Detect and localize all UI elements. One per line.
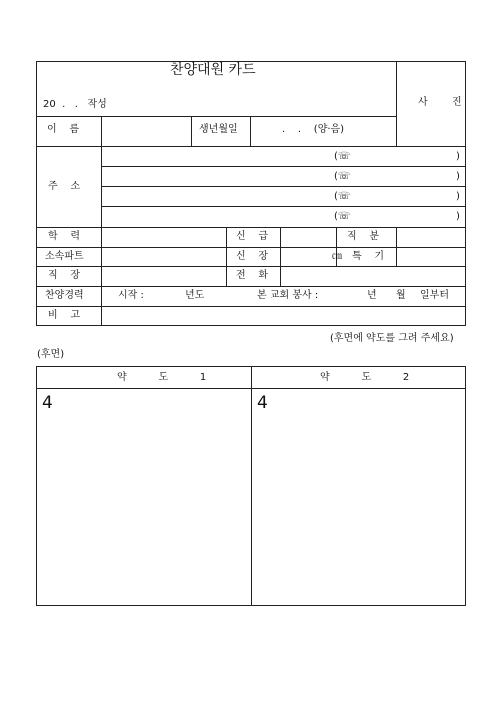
name-label: 이 름 bbox=[47, 124, 80, 135]
career-service: 본 교회 봉사 : bbox=[257, 290, 319, 301]
remark-field[interactable] bbox=[104, 309, 462, 324]
address-close-1: ) bbox=[456, 151, 460, 162]
map2-label: 약 도 2 bbox=[320, 372, 410, 383]
address-close-4: ) bbox=[456, 211, 460, 222]
name-field[interactable] bbox=[104, 119, 188, 143]
address-label: 주 소 bbox=[48, 181, 81, 192]
address-zip-3[interactable]: (☏ bbox=[334, 191, 351, 202]
position-label: 직 분 bbox=[347, 231, 380, 242]
career-month: 월 bbox=[396, 290, 406, 301]
map2-area[interactable]: 4 bbox=[257, 393, 268, 413]
birth-value[interactable]: . . (양·음) bbox=[282, 124, 345, 135]
remark-label: 비 고 bbox=[48, 310, 81, 321]
address-close-2: ) bbox=[456, 171, 460, 182]
map1-label: 약 도 1 bbox=[117, 372, 207, 383]
education-label: 학 력 bbox=[48, 231, 81, 242]
address-zip-1[interactable]: (☏ bbox=[334, 151, 351, 162]
back-note: (후면에 약도를 그려 주세요) bbox=[330, 333, 454, 344]
skill-label: 특 기 bbox=[352, 251, 385, 262]
career-year2: 년 bbox=[367, 290, 377, 301]
job-label: 직 장 bbox=[48, 270, 81, 281]
career-year: 년도 bbox=[185, 290, 205, 301]
map1-area[interactable]: 4 bbox=[42, 393, 53, 413]
photo-label: 사 진 bbox=[418, 97, 468, 108]
address-close-3: ) bbox=[456, 191, 460, 202]
career-label: 찬양경력 bbox=[45, 290, 84, 301]
height-unit: ㎝ bbox=[332, 251, 342, 262]
part-label: 소속파트 bbox=[45, 251, 84, 262]
back-label: (후면) bbox=[37, 349, 65, 360]
address-zip-2[interactable]: (☏ bbox=[334, 171, 351, 182]
card-title: 찬양대원 카드 bbox=[170, 62, 256, 78]
birth-label: 생년월일 bbox=[199, 124, 238, 135]
height-label: 신 장 bbox=[236, 251, 269, 262]
baptism-label: 신 급 bbox=[236, 231, 269, 242]
address-zip-4[interactable]: (☏ bbox=[334, 211, 351, 222]
date-line: 20 . . 작성 bbox=[43, 99, 107, 110]
phone-label: 전 화 bbox=[236, 270, 269, 281]
career-from: 일부터 bbox=[420, 290, 449, 301]
career-start: 시작 : bbox=[118, 290, 144, 301]
